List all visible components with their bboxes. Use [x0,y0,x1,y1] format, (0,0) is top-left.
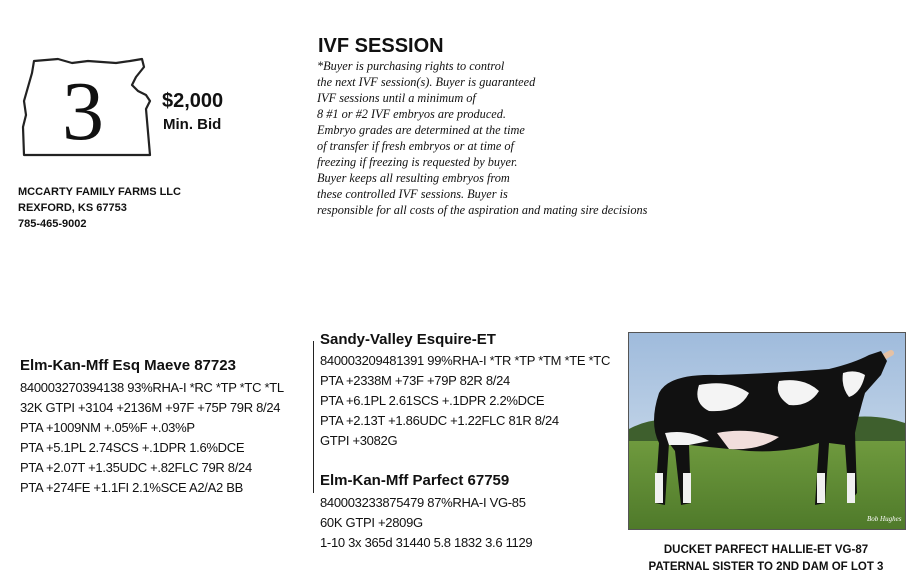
animal-stat-line: PTA +274FE +1.1FI 2.1%SCE A2/A2 BB [20,480,243,495]
ivf-terms-line: the next IVF session(s). Buyer is guaranteed [317,75,536,89]
dam-stat-line: 840003233875479 87%RHA-I VG-85 [320,495,526,510]
ivf-session-terms [317,58,677,218]
animal-name: Elm-Kan-Mff Esq Maeve 87723 [20,357,236,374]
sire-stat-line: PTA +6.1PL 2.61SCS +.1DPR 2.2%DCE [320,393,545,408]
cow-photo-illustration [629,333,905,529]
ivf-terms-line: responsible for all costs of the aspiration and mating sire decisions [317,203,648,217]
cow-photo [628,332,906,530]
pedigree-divider [313,341,314,493]
animal-pedigree [20,357,284,498]
sire-stat-line: PTA +2.13T +1.86UDC +1.22FLC 81R 8/24 [320,413,559,428]
dam-info [320,472,532,553]
sire-info [320,331,610,451]
seller-phone: 785-465-9002 [18,218,87,230]
photo-caption-line: PATERNAL SISTER TO 2ND DAM OF LOT 3 [648,561,884,573]
ivf-terms-line: Embryo grades are determined at the time [317,123,525,137]
sire-stat-line: PTA +2338M +73F +79P 82R 8/24 [320,373,510,388]
ivf-terms-line: *Buyer is purchasing rights to control [317,59,505,73]
animal-stat-line: 32K GTPI +3104 +2136M +97F +75P 79R 8/24 [20,400,281,415]
ivf-terms-line: IVF sessions until a minimum of [317,91,476,105]
sire-stat-line: GTPI +3082G [320,433,398,448]
ivf-terms-line: of transfer if fresh embryos or at time of [317,139,514,153]
seller-info [18,184,181,232]
photo-caption-line: DUCKET PARFECT HALLIE-ET VG-87 [663,544,869,556]
seller-city: REXFORD, KS 67753 [18,202,127,214]
ivf-terms-line: these controlled IVF sessions. Buyer is [317,187,508,201]
animal-stat-line: PTA +5.1PL 2.74SCS +.1DPR 1.6%DCE [20,440,245,455]
min-bid-label: Min. Bid [163,116,222,133]
animal-stat-line: PTA +1009NM +.05%F +.03%P [20,420,195,435]
animal-stat-line: PTA +2.07T +1.35UDC +.82FLC 79R 8/24 [20,460,252,475]
dam-stat-line: 1-10 3x 365d 31440 5.8 1832 3.6 1129 [320,535,533,550]
photographer-signature: Bob Hughes [867,515,902,523]
ivf-terms-line: Buyer keeps all resulting embryos from [317,171,510,185]
lot-price: $2,000 [162,90,224,112]
sire-stat-line: 840003209481391 99%RHA-I *TR *TP *TM *TE *TC [320,353,611,368]
sire-name: Sandy-Valley Esquire-ET [320,331,496,348]
animal-stat-line: 840003270394138 93%RHA-I *RC *TP *TC *TL [20,380,284,395]
ivf-terms-line: 8 #1 or #2 IVF embryos are produced. [317,107,506,121]
lot-number: 3 [62,65,104,158]
dam-name: Elm-Kan-Mff Parfect 67759 [320,472,510,489]
photo-caption [628,542,904,576]
seller-name: MCCARTY FAMILY FARMS LLC [18,186,181,198]
dam-stat-line: 60K GTPI +2809G [320,515,423,530]
ivf-session-title: IVF SESSION [318,35,444,57]
ivf-terms-line: freezing if freezing is requested by buyer. [317,155,518,169]
